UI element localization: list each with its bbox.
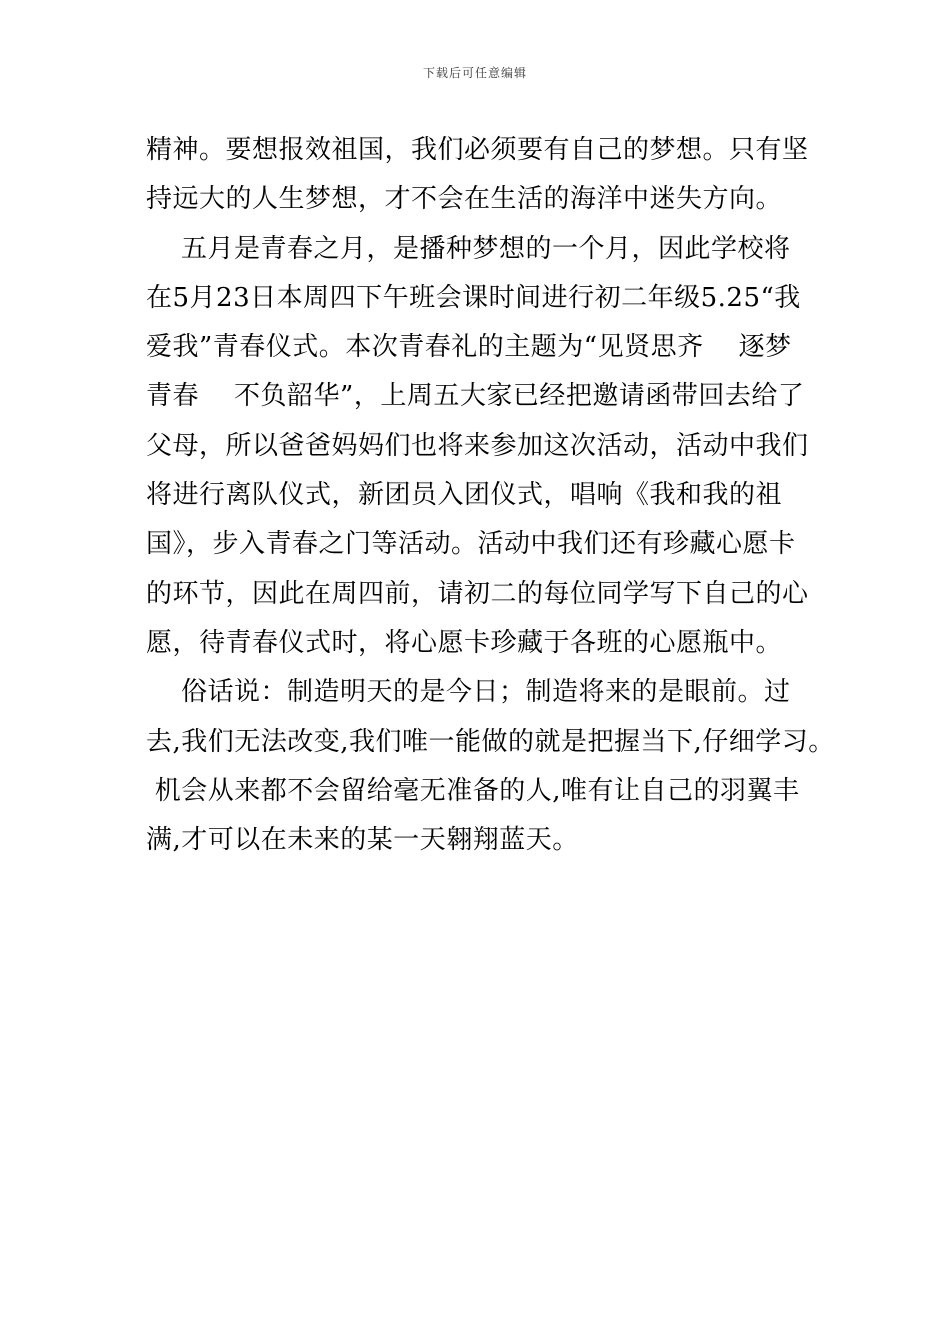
- document-body: [146, 126, 835, 865]
- text-line: 机会从来都不会留给毫无准备的人,唯有让自己的羽翼丰: [146, 775, 800, 806]
- text-line: 持远大的人生梦想，才不会在生活的海洋中迷失方向。: [146, 184, 783, 215]
- text-line: 将进行离队仪式，新团员入团仪式，唱响《我和我的祖: [146, 480, 783, 511]
- text-line: 满,才可以在未来的某一天翱翔蓝天。: [146, 825, 579, 856]
- paragraph: [146, 126, 816, 225]
- text-line: 愿，待青春仪式时，将心愿卡珍藏于各班的心愿瓶中。: [146, 627, 783, 658]
- page-header: 下载后可任意编辑: [422, 66, 527, 80]
- text-line: 爱我”青春仪式。本次青春礼的主题为“见贤思齐 逐梦: [146, 332, 792, 363]
- text-line: 父母，所以爸爸妈妈们也将来参加这次活动，活动中我们: [146, 430, 809, 461]
- text-line: 俗话说：制造明天的是今日；制造将来的是眼前。过: [146, 677, 791, 708]
- text-line: 的环节，因此在周四前，请初二的每位同学写下自己的心: [146, 578, 809, 609]
- text-line: 在5月23日本周四下午班会课时间进行初二年级5.25“我: [146, 282, 801, 313]
- text-line: 国》，步入青春之门等活动。活动中我们还有珍藏心愿卡: [146, 529, 796, 560]
- text-line: 五月是青春之月，是播种梦想的一个月，因此学校将: [146, 233, 791, 264]
- paragraph: [146, 668, 835, 865]
- paragraph: [146, 225, 816, 669]
- text-line: 青春 不负韶华”，上周五大家已经把邀请函带回去给了: [146, 381, 805, 412]
- text-line: 去,我们无法改变,我们唯一能做的就是把握当下,仔细学习。: [146, 726, 835, 757]
- text-line: 精神。要想报效祖国，我们必须要有自己的梦想。只有坚: [146, 135, 809, 165]
